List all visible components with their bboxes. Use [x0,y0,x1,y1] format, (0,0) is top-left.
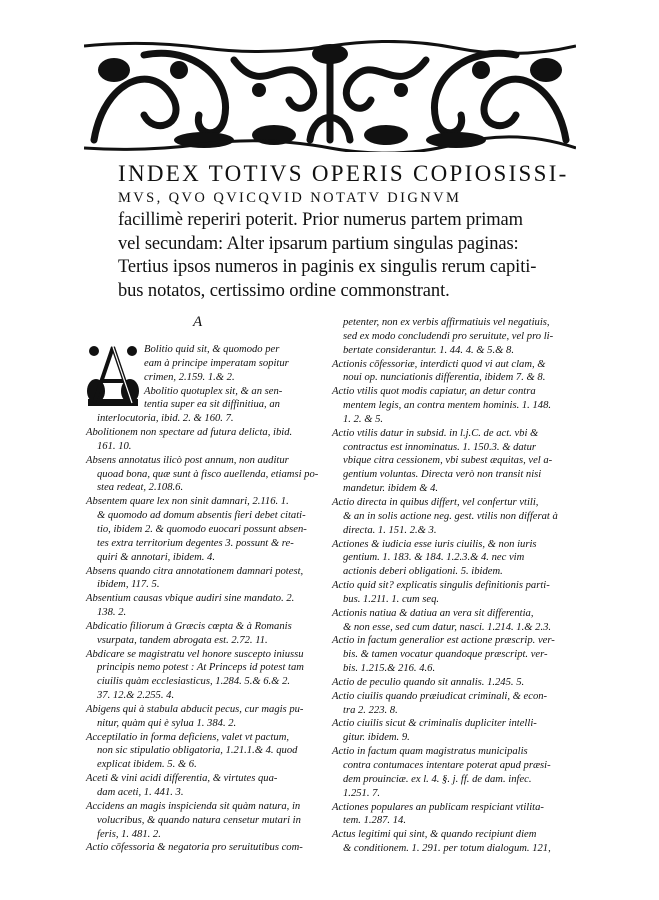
index-entry [332,607,572,635]
index-entry [332,634,572,676]
index-entry [86,731,322,773]
index-entry-line: stea redeat, 2.108.6. [97,482,184,494]
index-entry-line: tentia super ea sit diffinitiua, an [144,399,280,411]
index-entry-line: Abolitio quotuplex sit, & an sen- [144,385,283,397]
index-entry-line: contractus est innominatus. 1. 150.3. & datur [343,441,537,453]
index-entry [332,579,572,607]
index-entry-line: Actio cōfessoria & negatoria pro seruitutibus com- [86,842,303,854]
index-entry [332,358,572,386]
index-entry-line: Aceti & vini acidi differentia, & virtutes qua- [86,773,278,785]
index-entry-line: Actio in factum generalior est actione præscrip. ver- [332,635,555,647]
decorative-headpiece-ornament [84,40,576,152]
index-entry-line: nitur, quàm qui è sylua 1. 384. 2. [97,717,237,729]
index-entry-line: Abdicatio filiorum à Græcis cœpta & à Romanis [86,620,292,632]
title-line-2: MVS, QVO QVICQVID NOTATV DIGNVM [118,190,462,206]
index-entry-line: quoad bona, quæ sunt à fisco auellenda, etiamsi po- [97,468,319,480]
title-line-5: Tertius ipsos numeros in paginis ex singulis rerum capiti- [118,257,537,277]
index-entry-line: explicat ibidem. 5. & 6. [97,759,197,771]
index-entry-line: noui op. nunciationis differentia, ibidem 7. & 8. [343,372,546,384]
index-entry-line: Actionis natiua & datiua an vera sit differentia, [332,607,534,619]
index-entry [86,565,322,593]
title-line-4: vel secundam: Alter ipsarum partium singulas paginas: [118,233,519,254]
index-entry-line: Acceptilatio in forma deficiens, valet vt pactum, [86,731,289,743]
index-entry [332,828,572,856]
index-entry-line: petenter, non ex verbis affirmatiuis vel negatiuis, [343,317,550,328]
index-entry-line: gentium voluntas. Directa verò non transit nisi [343,469,542,481]
index-entry-line: Actiones & iudicia esse iuris ciuilis, & non iuris [332,538,537,550]
index-entry-line: bus. 1.211. 1. cum seq. [343,593,440,605]
index-entry [86,426,322,454]
index-entry-line: 1.251. 7. [343,787,381,799]
index-entry-line: ibidem, 117. 5. [97,579,160,591]
title-line-6: bus notatos, certissimo ordine commonstrant. [118,280,450,301]
index-entry-line: mentem legis, an contra mentem hominis. 1. 148. [343,400,552,412]
index-entry-line: tra 2. 223. 8. [343,704,398,716]
index-entry [86,703,322,731]
index-entry [86,841,322,855]
index-title [118,160,588,303]
index-entry-line: & quomodo ad domum absentis fieri debet citati- [97,510,306,522]
index-entry [332,690,572,718]
title-line-1: INDEX TOTIVS OPERIS COPIOSISSI- [118,161,569,186]
index-entry [332,427,572,496]
title-line-3: facillimè reperiri poterit. Prior numerus partem primam [118,210,523,230]
index-entry-line: principis nemo potest : At Princeps id potest tam [97,662,304,674]
index-entry-line: contra contumaces intentare poterat apud præsi- [343,760,551,771]
index-entry-line: tem. 1.287. 14. [343,815,406,827]
index-entry [86,592,322,620]
index-entry [332,316,572,358]
decorated-initial-a [86,341,140,407]
index-entry-line: interlocutoria, ibid. 2. & 160. 7. [97,413,234,425]
index-entry-line: & non esse, sed cum datur, nasci. 1.214. 1.& 2.3. [343,621,552,633]
index-entry-line: quiri & annotari, ibidem. 4. [97,551,216,563]
index-entry-line: Actus legitimi qui sint, & quando recipiunt diem [332,829,537,841]
index-entry-line: vsurpata, tandem abrogata est. 2.72. 11. [97,634,268,646]
index-entry-line: mandetur. ibidem & 4. [343,483,439,495]
index-entry [332,538,572,580]
index-entry-line: & an in solis actione neg. gest. vtilis non differat à [343,510,558,522]
index-entry-line: bertate considerantur. 1. 44. 4. & 5.& 8. [343,344,514,356]
index-entry-line: Actionis cōfessoriæ, interdicti quod vi aut clam, & [332,358,546,370]
index-entry-line: vbique citra cessionem, vbi subest æquitas, vel a- [343,455,553,467]
index-entry-line: eam à principe imperatam sopitur [144,357,289,369]
index-entry [86,772,322,800]
index-entry-line: Actio ciuilis quando præiudicat criminali, & econ- [332,690,548,702]
index-entry [332,385,572,427]
index-entry [332,745,572,800]
index-entry-line: Actio quid sit? explicatis singulis definitionis parti- [332,580,550,592]
index-column-left [86,343,322,855]
section-letter-heading: A [193,314,203,330]
index-entry-line: gentium. 1. 183. & 184. 1.2.3.& 4. nec vim [343,552,525,564]
index-entry-line: tio, ibidem 2. & quomodo euocari possunt absen- [97,523,307,535]
index-entry [86,495,322,564]
index-entry [86,648,322,703]
index-entry-line: 161. 10. [97,440,132,452]
index-entry-line: gitur. ibidem. 9. [343,732,410,744]
index-entry [86,620,322,648]
index-entry [332,676,572,690]
index-entry-line: Absens quando citra annotationem damnari potest, [86,565,304,577]
index-entry [332,717,572,745]
index-entry-line: dam aceti, 1. 441. 3. [97,787,184,798]
index-entry [332,801,572,829]
index-entry-line: Actio in factum quam magistratus municipalis [332,746,528,758]
index-entry-line: actionis deberi obligationi. 5. ibidem. [343,566,503,578]
index-entry-line: bis. & tamen vocatur quandoque præscript. ver- [343,649,548,661]
index-entry-line: sed ex modo concludendi pro seruitute, vel pro li- [343,330,554,342]
index-entry-line: Absentem quare lex non sinit damnari, 2.116. 1. [86,496,289,508]
index-entry [86,800,322,842]
index-entry-line: crimen, 2.159. 1.& 2. [144,371,235,383]
index-entry-line: dem prouinciæ. ex l. 4. §. j. ff. de dam. infec. [343,773,532,785]
index-entry-line: volucribus, & quando natura censetur mutari in [97,814,301,826]
index-entry-line: & conditionem. 1. 291. per totum dialogum. 121, [343,843,551,855]
index-entry-line: Absentium causas vbique audiri sine mandato. 2. [86,593,295,605]
index-column-right [332,316,572,856]
index-entry-line: Actio ciuilis sicut & criminalis dupliciter intelli- [332,718,537,730]
index-entry-line: Actio vtilis quot modis capiatur, an detur contra [332,386,536,398]
index-entry-line: 1. 2. & 5. [343,413,384,425]
index-entry-line: Abdicare se magistratu vel honore suscepto iniussu [86,648,304,660]
index-entry [332,496,572,538]
index-entry-line: feris, 1. 481. 2. [97,828,161,840]
index-entry-line: Abigens qui à stabula abducit pecus, cur magis pu- [86,703,304,715]
index-entry-line: Accidens an magis inspicienda sit quàm natura, in [86,800,301,812]
index-entry-line: Abolitionem non spectare ad futura delicta, ibid. [86,427,293,439]
index-entry-line: 138. 2. [97,607,127,619]
index-entry-line: tes extra territorium degentes 3. possunt & re- [97,537,294,549]
index-entry-line: ciuilis quàm ecclesiasticus, 1.284. 5.& 6.& 2. [97,676,291,688]
index-entry-line: non sic stipulatio obligatoria, 1.21.1.& 4. quod [97,745,298,757]
index-entry-line: bis. 1.215.& 216. 4.6. [343,663,436,675]
index-entry-line: Actio vtilis datur in subsid. in l.j.C. de act. vbi & [332,427,539,439]
index-entry-line: 37. 12.& 2.255. 4. [97,690,175,702]
index-entry-line: Absens annotatus ilicò post annum, non auditur [86,454,289,466]
index-entry-line: directa. 1. 151. 2.& 3. [343,524,437,536]
index-entry-line: Bolitio quid sit, & quomodo per [144,344,280,355]
index-entry-line: Actio directa in quibus differt, vel confertur vtili, [332,496,539,508]
index-entry [86,454,322,496]
index-entry-line: Actiones populares an publicam respiciant vtilita- [332,801,544,813]
index-entry-line: Actio de peculio quando sit annalis. 1.245. 5. [332,676,525,688]
